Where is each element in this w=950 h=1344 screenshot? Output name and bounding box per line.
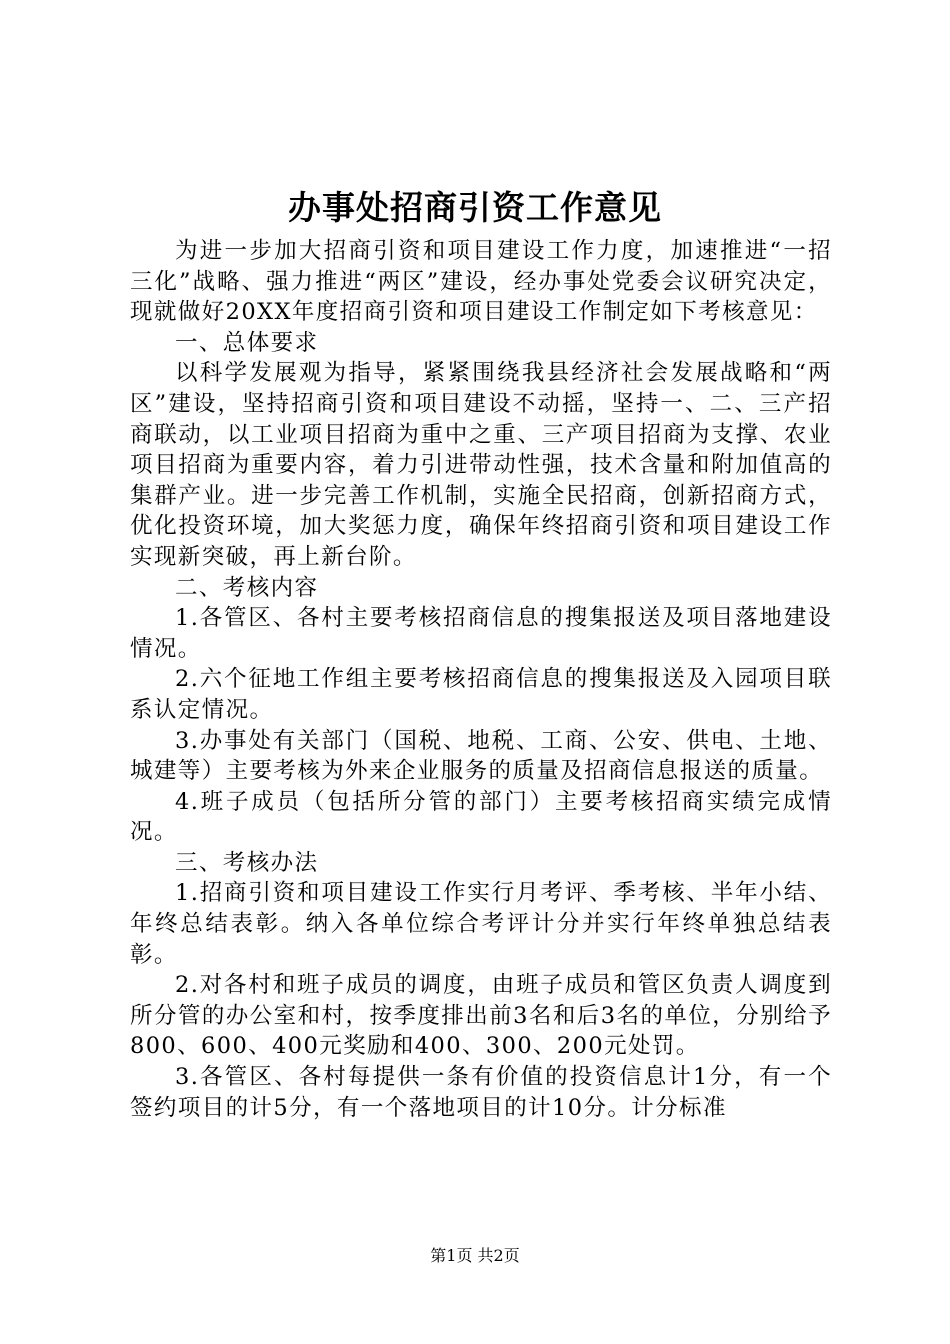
general-requirements-paragraph: 以科学发展观为指导，紧紧围绕我县经济社会发展战略和“两区”建设，坚持招商引资和项目建设不动摇，坚持一、二、三产招商联动，以工业项目招商为重中之重、三产项目招商为支撑、农业项目招商为重要内容，着力引进带动性强，技术含量和附加值高的集群产业。进一步完善工作机制，实施全民招商，创新招商方式，优化投资环境，加大奖惩力度，确保年终招商引资和项目建设工作实现新突破，再上新台阶。 bbox=[130, 360, 832, 570]
assessment-content-item-3: 3.办事处有关部门（国税、地税、工商、公安、供电、土地、城建等）主要考核为外来企业服务的质量及招商信息报送的质量。 bbox=[130, 727, 832, 785]
assessment-content-item-2: 2.六个征地工作组主要考核招商信息的搜集报送及入园项目联系认定情况。 bbox=[130, 666, 832, 723]
document-title: 办事处招商引资工作意见 bbox=[288, 188, 662, 227]
section-heading-assessment-content: 二、考核内容 bbox=[175, 574, 319, 601]
intro-paragraph: 为进一步加大招商引资和项目建设工作力度，加速推进“一招三化”战略、强力推进“两区”建设，经办事处党委会议研究决定，现就做好20XX年度招商引资和项目建设工作制定如下考核意见： bbox=[130, 238, 832, 326]
assessment-method-item-3: 3.各管区、各村每提供一条有价值的投资信息计1分，有一个签约项目的计5分，有一个落地项目的计10分。计分标准 bbox=[130, 1064, 832, 1121]
assessment-content-item-4: 4.班子成员（包括所分管的部门）主要考核招商实绩完成情况。 bbox=[130, 788, 832, 846]
assessment-method-item-1: 1.招商引资和项目建设工作实行月考评、季考核、半年小结、年终总结表彰。纳入各单位综合考评计分并实行年终单独总结表彰。 bbox=[130, 880, 832, 968]
section-heading-assessment-method: 三、考核办法 bbox=[175, 849, 319, 876]
page-footer: 第1页 共2页 bbox=[430, 1246, 520, 1265]
section-heading-general-requirements: 一、总体要求 bbox=[175, 329, 319, 356]
document-body bbox=[130, 236, 832, 1123]
assessment-content-item-1: 1.各管区、各村主要考核招商信息的搜集报送及项目落地建设情况。 bbox=[130, 605, 832, 662]
assessment-method-item-2: 2.对各村和班子成员的调度，由班子成员和管区负责人调度到所分管的办公室和村，按季度排出前3名和后3名的单位，分别给予800、600、400元奖励和400、300、200元处罚。 bbox=[130, 972, 832, 1060]
